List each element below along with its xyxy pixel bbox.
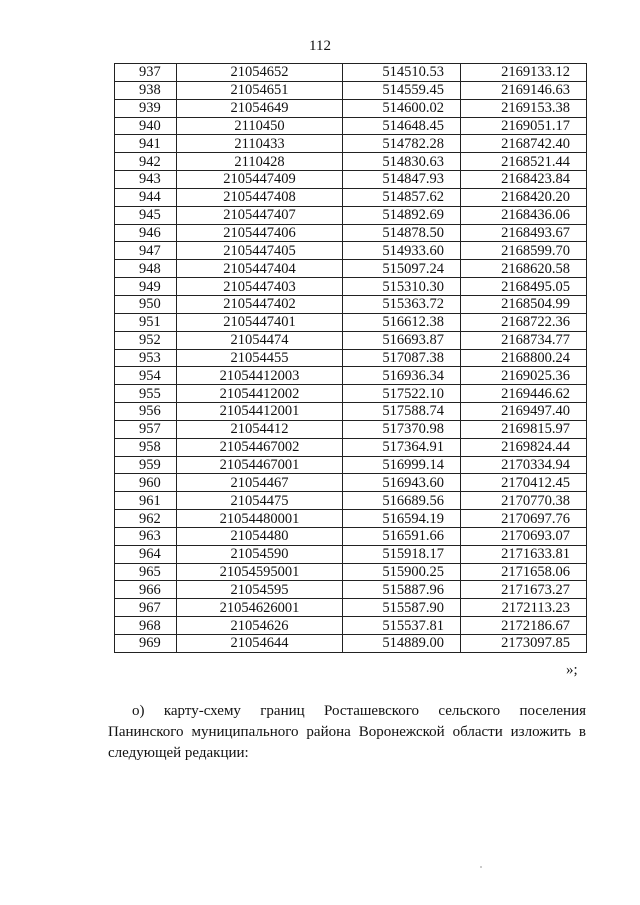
- point-number-cell: 938: [115, 81, 177, 99]
- y-coordinate-cell: 2169051.17: [461, 117, 587, 135]
- table-row: [115, 474, 587, 492]
- x-coordinate-cell: 516936.34: [343, 367, 461, 385]
- table-row: [115, 135, 587, 153]
- x-coordinate-cell: 516693.87: [343, 331, 461, 349]
- y-coordinate-cell: 2169824.44: [461, 438, 587, 456]
- y-coordinate-cell: 2169025.36: [461, 367, 587, 385]
- y-coordinate-cell: 2173097.85: [461, 635, 587, 653]
- y-coordinate-cell: 2168722.36: [461, 313, 587, 331]
- x-coordinate-cell: 517588.74: [343, 403, 461, 421]
- y-coordinate-cell: 2168423.84: [461, 171, 587, 189]
- point-number-cell: 949: [115, 278, 177, 296]
- table-row: [115, 64, 587, 82]
- y-coordinate-cell: 2170693.07: [461, 527, 587, 545]
- x-coordinate-cell: 514600.02: [343, 99, 461, 117]
- y-coordinate-cell: 2169815.97: [461, 420, 587, 438]
- y-coordinate-cell: 2171673.27: [461, 581, 587, 599]
- point-number-cell: 952: [115, 331, 177, 349]
- x-coordinate-cell: 516999.14: [343, 456, 461, 474]
- point-number-cell: 964: [115, 545, 177, 563]
- x-coordinate-cell: 515887.96: [343, 581, 461, 599]
- point-id-cell: 2105447406: [177, 224, 343, 242]
- y-coordinate-cell: 2171633.81: [461, 545, 587, 563]
- y-coordinate-cell: 2170770.38: [461, 492, 587, 510]
- point-number-cell: 955: [115, 385, 177, 403]
- amendment-paragraph: [108, 701, 586, 764]
- point-number-cell: 956: [115, 403, 177, 421]
- y-coordinate-cell: 2172186.67: [461, 617, 587, 635]
- point-id-cell: 21054412001: [177, 403, 343, 421]
- table-row: [115, 331, 587, 349]
- table-row: [115, 260, 587, 278]
- x-coordinate-cell: 514857.62: [343, 188, 461, 206]
- y-coordinate-cell: 2168504.99: [461, 295, 587, 313]
- x-coordinate-cell: 517370.98: [343, 420, 461, 438]
- point-id-cell: 21054649: [177, 99, 343, 117]
- point-id-cell: 21054467001: [177, 456, 343, 474]
- point-number-cell: 947: [115, 242, 177, 260]
- x-coordinate-cell: 515363.72: [343, 295, 461, 313]
- point-id-cell: 2110433: [177, 135, 343, 153]
- x-coordinate-cell: 514933.60: [343, 242, 461, 260]
- y-coordinate-cell: 2168495.05: [461, 278, 587, 296]
- point-id-cell: 2105447402: [177, 295, 343, 313]
- x-coordinate-cell: 516612.38: [343, 313, 461, 331]
- table-row: [115, 456, 587, 474]
- x-coordinate-cell: 514648.45: [343, 117, 461, 135]
- point-number-cell: 946: [115, 224, 177, 242]
- x-coordinate-cell: 514889.00: [343, 635, 461, 653]
- point-id-cell: 2105447403: [177, 278, 343, 296]
- point-number-cell: 941: [115, 135, 177, 153]
- table-row: [115, 171, 587, 189]
- y-coordinate-cell: 2168742.40: [461, 135, 587, 153]
- scan-speck: [480, 866, 482, 868]
- x-coordinate-cell: 514830.63: [343, 153, 461, 171]
- table-row: [115, 367, 587, 385]
- y-coordinate-cell: 2168620.58: [461, 260, 587, 278]
- table-row: [115, 242, 587, 260]
- point-number-cell: 962: [115, 510, 177, 528]
- table-row: [115, 188, 587, 206]
- table-row: [115, 313, 587, 331]
- x-coordinate-cell: 515900.25: [343, 563, 461, 581]
- y-coordinate-cell: 2168800.24: [461, 349, 587, 367]
- table-row: [115, 295, 587, 313]
- table-row: [115, 278, 587, 296]
- y-coordinate-cell: 2168521.44: [461, 153, 587, 171]
- table-row: [115, 420, 587, 438]
- point-number-cell: 968: [115, 617, 177, 635]
- point-number-cell: 960: [115, 474, 177, 492]
- table-row: [115, 527, 587, 545]
- table-row: [115, 635, 587, 653]
- point-id-cell: 21054412: [177, 420, 343, 438]
- y-coordinate-cell: 2168436.06: [461, 206, 587, 224]
- y-coordinate-cell: 2170697.76: [461, 510, 587, 528]
- point-id-cell: 21054595001: [177, 563, 343, 581]
- table-row: [115, 492, 587, 510]
- point-number-cell: 966: [115, 581, 177, 599]
- x-coordinate-cell: 515537.81: [343, 617, 461, 635]
- table-row: [115, 224, 587, 242]
- y-coordinate-cell: 2171658.06: [461, 563, 587, 581]
- point-id-cell: 21054474: [177, 331, 343, 349]
- point-id-cell: 21054595: [177, 581, 343, 599]
- point-id-cell: 21054475: [177, 492, 343, 510]
- point-number-cell: 940: [115, 117, 177, 135]
- point-id-cell: 2105447409: [177, 171, 343, 189]
- table-row: [115, 617, 587, 635]
- point-id-cell: 2110450: [177, 117, 343, 135]
- coordinates-table-body: [115, 64, 587, 653]
- page-number: 112: [309, 38, 331, 54]
- y-coordinate-cell: 2168420.20: [461, 188, 587, 206]
- table-row: [115, 153, 587, 171]
- y-coordinate-cell: 2170334.94: [461, 456, 587, 474]
- point-number-cell: 943: [115, 171, 177, 189]
- point-number-cell: 950: [115, 295, 177, 313]
- point-number-cell: 954: [115, 367, 177, 385]
- closing-quote: »;: [566, 662, 578, 678]
- amendment-text: о) карту-схему границ Росташевского сельского поселения Панинского муниципального района Воронежской области изложить в следующей редакции:: [108, 703, 586, 761]
- x-coordinate-cell: 515310.30: [343, 278, 461, 296]
- point-number-cell: 967: [115, 599, 177, 617]
- x-coordinate-cell: 515097.24: [343, 260, 461, 278]
- x-coordinate-cell: 514559.45: [343, 81, 461, 99]
- point-id-cell: 2105447401: [177, 313, 343, 331]
- x-coordinate-cell: 514782.28: [343, 135, 461, 153]
- point-id-cell: 21054480001: [177, 510, 343, 528]
- point-number-cell: 948: [115, 260, 177, 278]
- x-coordinate-cell: 515918.17: [343, 545, 461, 563]
- x-coordinate-cell: 516689.56: [343, 492, 461, 510]
- x-coordinate-cell: 514510.53: [343, 64, 461, 82]
- point-id-cell: 21054480: [177, 527, 343, 545]
- table-row: [115, 438, 587, 456]
- point-number-cell: 937: [115, 64, 177, 82]
- point-number-cell: 939: [115, 99, 177, 117]
- y-coordinate-cell: 2169446.62: [461, 385, 587, 403]
- y-coordinate-cell: 2168493.67: [461, 224, 587, 242]
- point-id-cell: 2105447407: [177, 206, 343, 224]
- point-number-cell: 969: [115, 635, 177, 653]
- point-number-cell: 945: [115, 206, 177, 224]
- x-coordinate-cell: 515587.90: [343, 599, 461, 617]
- point-number-cell: 958: [115, 438, 177, 456]
- table-row: [115, 510, 587, 528]
- x-coordinate-cell: 517087.38: [343, 349, 461, 367]
- point-number-cell: 961: [115, 492, 177, 510]
- point-number-cell: 959: [115, 456, 177, 474]
- point-id-cell: 21054412002: [177, 385, 343, 403]
- x-coordinate-cell: 516943.60: [343, 474, 461, 492]
- point-number-cell: 953: [115, 349, 177, 367]
- point-id-cell: 21054626001: [177, 599, 343, 617]
- point-id-cell: 2110428: [177, 153, 343, 171]
- x-coordinate-cell: 516594.19: [343, 510, 461, 528]
- x-coordinate-cell: 514878.50: [343, 224, 461, 242]
- table-row: [115, 385, 587, 403]
- y-coordinate-cell: 2168599.70: [461, 242, 587, 260]
- point-number-cell: 944: [115, 188, 177, 206]
- x-coordinate-cell: 517364.91: [343, 438, 461, 456]
- table-row: [115, 599, 587, 617]
- y-coordinate-cell: 2169133.12: [461, 64, 587, 82]
- table-row: [115, 403, 587, 421]
- y-coordinate-cell: 2172113.23: [461, 599, 587, 617]
- y-coordinate-cell: 2169153.38: [461, 99, 587, 117]
- point-id-cell: 21054651: [177, 81, 343, 99]
- point-id-cell: 21054455: [177, 349, 343, 367]
- point-id-cell: 21054644: [177, 635, 343, 653]
- point-id-cell: 2105447405: [177, 242, 343, 260]
- point-id-cell: 21054652: [177, 64, 343, 82]
- table-row: [115, 545, 587, 563]
- point-id-cell: 21054467002: [177, 438, 343, 456]
- x-coordinate-cell: 516591.66: [343, 527, 461, 545]
- x-coordinate-cell: 514847.93: [343, 171, 461, 189]
- point-id-cell: 2105447404: [177, 260, 343, 278]
- y-coordinate-cell: 2168734.77: [461, 331, 587, 349]
- y-coordinate-cell: 2170412.45: [461, 474, 587, 492]
- point-id-cell: 21054467: [177, 474, 343, 492]
- x-coordinate-cell: 514892.69: [343, 206, 461, 224]
- x-coordinate-cell: 517522.10: [343, 385, 461, 403]
- point-number-cell: 957: [115, 420, 177, 438]
- point-number-cell: 951: [115, 313, 177, 331]
- y-coordinate-cell: 2169146.63: [461, 81, 587, 99]
- point-id-cell: 21054590: [177, 545, 343, 563]
- table-row: [115, 117, 587, 135]
- table-row: [115, 563, 587, 581]
- table-row: [115, 581, 587, 599]
- point-number-cell: 942: [115, 153, 177, 171]
- point-id-cell: 21054626: [177, 617, 343, 635]
- y-coordinate-cell: 2169497.40: [461, 403, 587, 421]
- point-id-cell: 2105447408: [177, 188, 343, 206]
- table-row: [115, 349, 587, 367]
- table-row: [115, 99, 587, 117]
- point-number-cell: 965: [115, 563, 177, 581]
- table-row: [115, 81, 587, 99]
- point-number-cell: 963: [115, 527, 177, 545]
- coordinates-table: [114, 63, 587, 653]
- point-id-cell: 21054412003: [177, 367, 343, 385]
- table-row: [115, 206, 587, 224]
